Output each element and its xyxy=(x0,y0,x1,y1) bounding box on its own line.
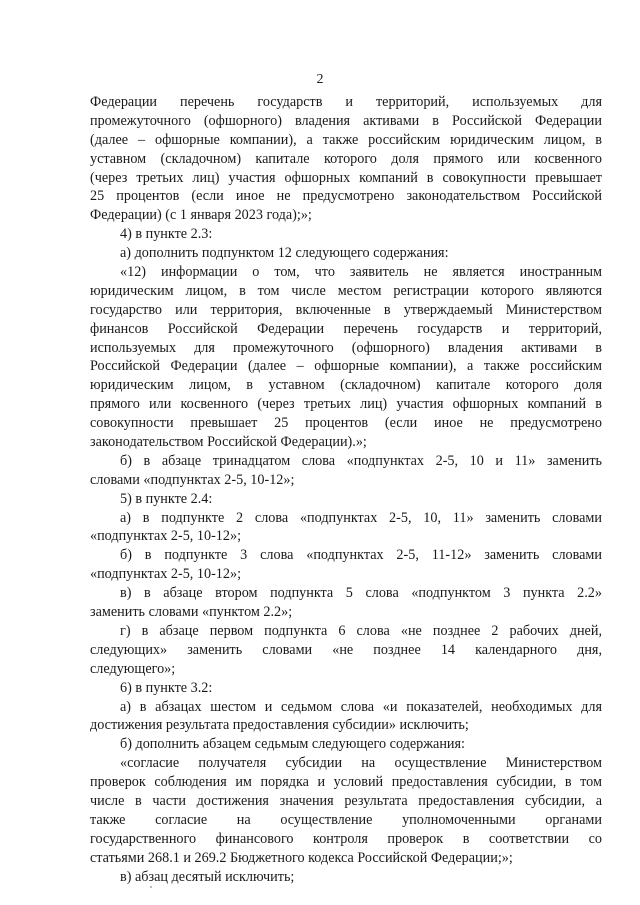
text-line: достижения результата предоставления субсидии» исключить; xyxy=(90,717,469,734)
text-line: юридическим лицом, в том числе местом регистрации которого являются xyxy=(90,282,602,299)
text-line: а) в абзацах шестом и седьмом слова «и показателей, необходимых для xyxy=(120,698,602,715)
text-line: числе в части достижения значения результата предоставления субсидии, а xyxy=(90,792,602,809)
text-line: «подпунктах 2-5, 10-12»; xyxy=(90,528,242,545)
text-line: уставном (складочном) капитале которого доля прямого или косвенного xyxy=(90,150,602,167)
text-line: б) в подпункте 3 слова «подпунктах 2-5, 11-12» заменить словами xyxy=(120,547,602,564)
text-line: «12) информации о том, что заявитель не является иностранным xyxy=(120,264,602,281)
text-line: юридическим лицом, в уставном (складочном) капитале которого доля xyxy=(90,377,602,394)
scan-speck xyxy=(150,886,152,888)
text-line: в) абзац десятый исключить; xyxy=(120,868,295,885)
text-line: а) в подпункте 2 слова «подпунктах 2-5, 10, 11» заменить словами xyxy=(120,509,602,526)
text-line: Федерации перечень государств и территорий, используемых для xyxy=(90,94,602,110)
text-line: Федерации) (с 1 января 2023 года);»; xyxy=(90,207,312,224)
text-line: «подпунктах 2-5, 10-12»; xyxy=(90,566,242,583)
text-line: государственного финансового контроля проверок в соответствии со xyxy=(90,830,602,847)
page-number: 2 xyxy=(316,72,324,87)
text-line: совокупности превышает 25 процентов (если иное не предусмотрено xyxy=(90,415,602,432)
text-line: прямого или косвенного (через третьих лиц) участия офшорных компаний в xyxy=(90,396,602,413)
text-line: проверок соблюдения им порядка и условий предоставления субсидии, в том xyxy=(90,774,602,791)
text-line: промежуточного (офшорного) владения активами в Российской Федерации xyxy=(90,112,602,129)
text-line: словами «подпунктах 2-5, 10-12»; xyxy=(90,471,295,488)
text-line: а) дополнить подпунктом 12 следующего содержания: xyxy=(120,245,449,262)
text-line: следующего»; xyxy=(90,660,176,677)
text-line: (далее – офшорные компании), а также российским юридическим лицом, в xyxy=(90,131,602,148)
text-line: заменить словами «пунктом 2.2»; xyxy=(90,604,293,621)
text-line: б) дополнить абзацем седьмым следующего содержания: xyxy=(120,736,465,753)
text-line: Российской Федерации (далее – офшорные компании), а также российским xyxy=(90,358,602,375)
text-line: используемых для промежуточного (офшорного) владения активами в xyxy=(90,339,602,356)
document-body xyxy=(90,93,602,886)
text-line: статьями 268.1 и 269.2 Бюджетного кодекса Российской Федерации;»; xyxy=(90,849,513,866)
text-line: финансов Российской Федерации перечень государств и территорий, xyxy=(90,320,602,337)
text-line: г) в абзаце первом подпункта 6 слова «не позднее 2 рабочих дней, xyxy=(120,622,602,639)
text-line: «согласие получателя субсидии на осуществление Министерством xyxy=(120,755,602,772)
text-line: б) в абзаце тринадцатом слова «подпунктах 2-5, 10 и 11» заменить xyxy=(120,452,602,469)
text-line: (через третьих лиц) участия офшорных компаний в совокупности превышает xyxy=(90,169,602,186)
text-line: следующих» заменить словами «не позднее 14 календарного дня, xyxy=(90,641,602,658)
text-line: государство или территория, включенные в утверждаемый Министерством xyxy=(90,301,602,318)
text-line: также согласие на осуществление уполномоченными органами xyxy=(90,811,602,828)
text-line: в) в абзаце втором подпункта 5 слова «подпунктом 3 пункта 2.2» xyxy=(120,585,602,602)
text-line: 4) в пункте 2.3: xyxy=(120,226,213,243)
text-line: 6) в пункте 3.2: xyxy=(120,679,213,696)
text-line: 5) в пункте 2.4: xyxy=(120,490,213,507)
text-line: 25 процентов (если иное не предусмотрено законодательством Российской xyxy=(90,188,602,205)
text-line: законодательством Российской Федерации).»; xyxy=(90,434,367,451)
